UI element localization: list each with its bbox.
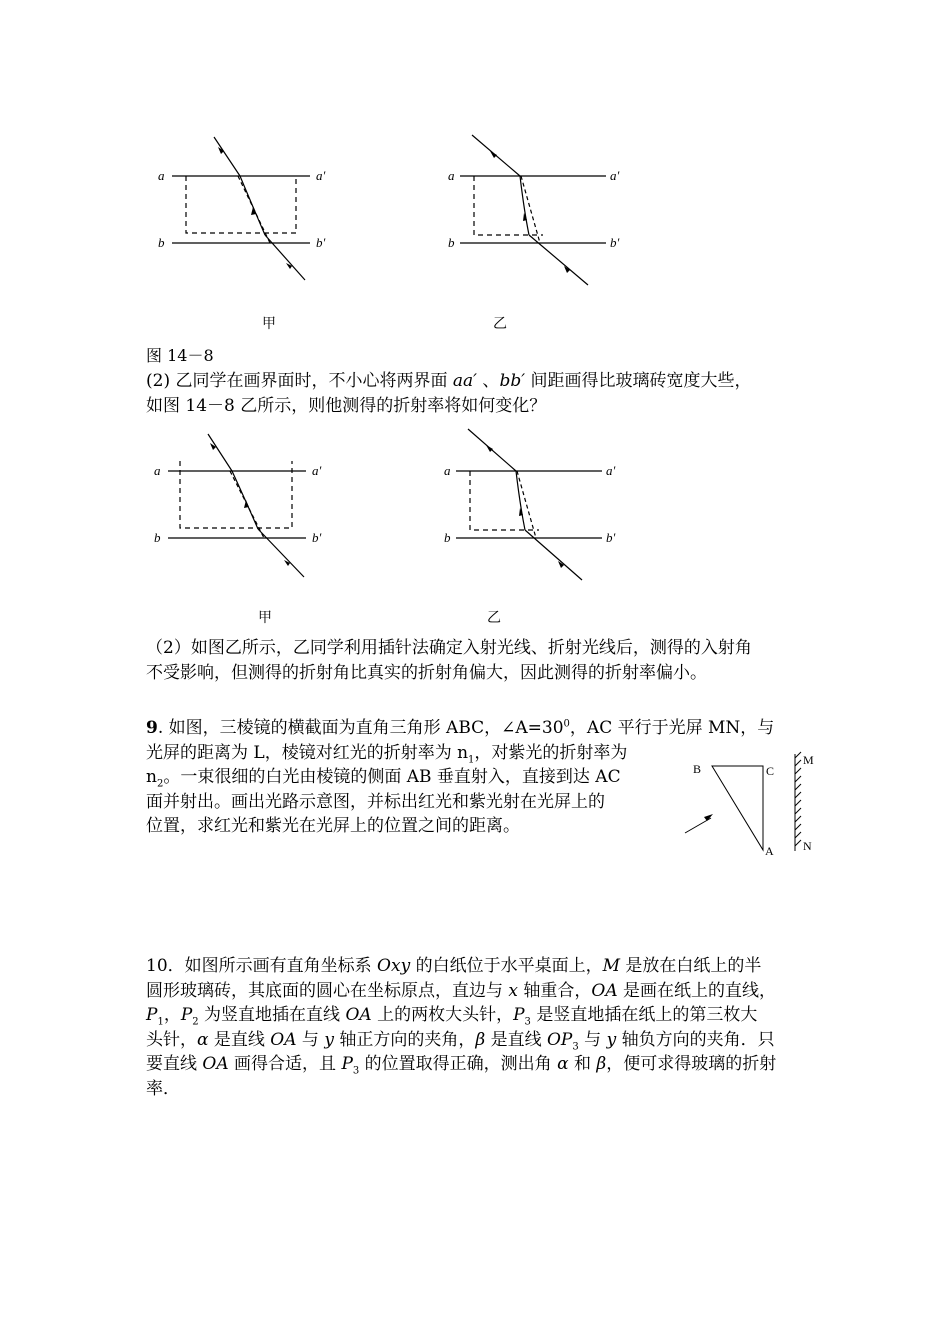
caption-jia: 甲 xyxy=(258,610,272,626)
label-a: a xyxy=(154,463,161,478)
refraction-figure-yi-bottom xyxy=(436,425,636,595)
label-a-prime: a′ xyxy=(606,463,616,478)
vertex-b-label: B xyxy=(693,762,702,776)
caption-yi: 乙 xyxy=(487,610,501,626)
vertex-c-label: C xyxy=(766,764,775,778)
screen-n-label: N xyxy=(803,839,812,853)
label-b-prime: b′ xyxy=(316,235,326,250)
question-10: 10．如图所示画有直角坐标系 Oxy 的白纸位于水平桌面上，M 是放在白纸上的半 圆形玻璃砖，其底面的圆心在坐标原点，直边与 x 轴重合，OA 是画在纸上的直线， $P_1$，$P_2$ 为竖直地插在直线 OA 上的两枚大头针，$P_3$ 是竖直地插在纸上的第三枚大 头针，α 是直线 OA 与 y 轴正方向的夹角，β 是直线 $OP_3$ 与 y 轴负方向的夹角．只 要直线 OA 画得合适，且 $P_3$ 的位置取得正确，测出角 α 和 β，便可求得玻璃的折射 率． xyxy=(146,956,777,1099)
label-b: b xyxy=(154,530,161,545)
question-2: (2) 乙同学在画界面时，不小心将两界面 aa′ 、bb′ 间距画得比玻璃砖宽度大些， 如图 14－8 乙所示，则他测得的折射率将如何变化？ xyxy=(146,371,752,416)
answer-2: （2）如图乙所示，乙同学利用插针法确定入射光线、折射光线后，测得的入射角 不受影响，但测得的折射角比真实的折射角偏大，因此测得的折射率偏小。 xyxy=(146,638,752,683)
refraction-figure-jia-top xyxy=(150,130,350,300)
label-a: a xyxy=(448,168,455,183)
label-b: b xyxy=(158,235,165,250)
label-b: b xyxy=(448,235,455,250)
label-a: a xyxy=(158,168,165,183)
figure-number: 图 14－8 xyxy=(146,346,214,365)
screen-m-label: M xyxy=(803,753,814,767)
label-a: a xyxy=(444,463,451,478)
caption-yi: 乙 xyxy=(493,316,507,332)
refraction-figure-yi-top xyxy=(440,130,640,300)
label-a-prime: a′ xyxy=(312,463,322,478)
prism-diagram xyxy=(685,748,825,860)
question-9: 9. 如图，三棱镜的横截面为直角三角形 ABC，$\angle A=30^0$，AC 平行于光屏 MN，与 光屏的距离为 L，棱镜对红光的折射率为 $n_1$，对紫光的折射率为 $n_2$。一束很细的白光由棱镜的侧面 AB 垂直射入，直接到达 AC 面并射出。画出光路示意图，并标出红光和紫光射在光屏上的 位置，求红光和紫光在光屏上的位置之间的距离。 xyxy=(146,718,775,836)
label-b: b xyxy=(444,530,451,545)
label-b-prime: b′ xyxy=(606,530,616,545)
label-a-prime: a′ xyxy=(610,168,620,183)
label-b-prime: b′ xyxy=(312,530,322,545)
refraction-figure-jia-bottom xyxy=(146,425,346,595)
vertex-a-label: A xyxy=(765,844,774,858)
caption-jia: 甲 xyxy=(262,316,276,332)
label-a-prime: a′ xyxy=(316,168,326,183)
label-b-prime: b′ xyxy=(610,235,620,250)
